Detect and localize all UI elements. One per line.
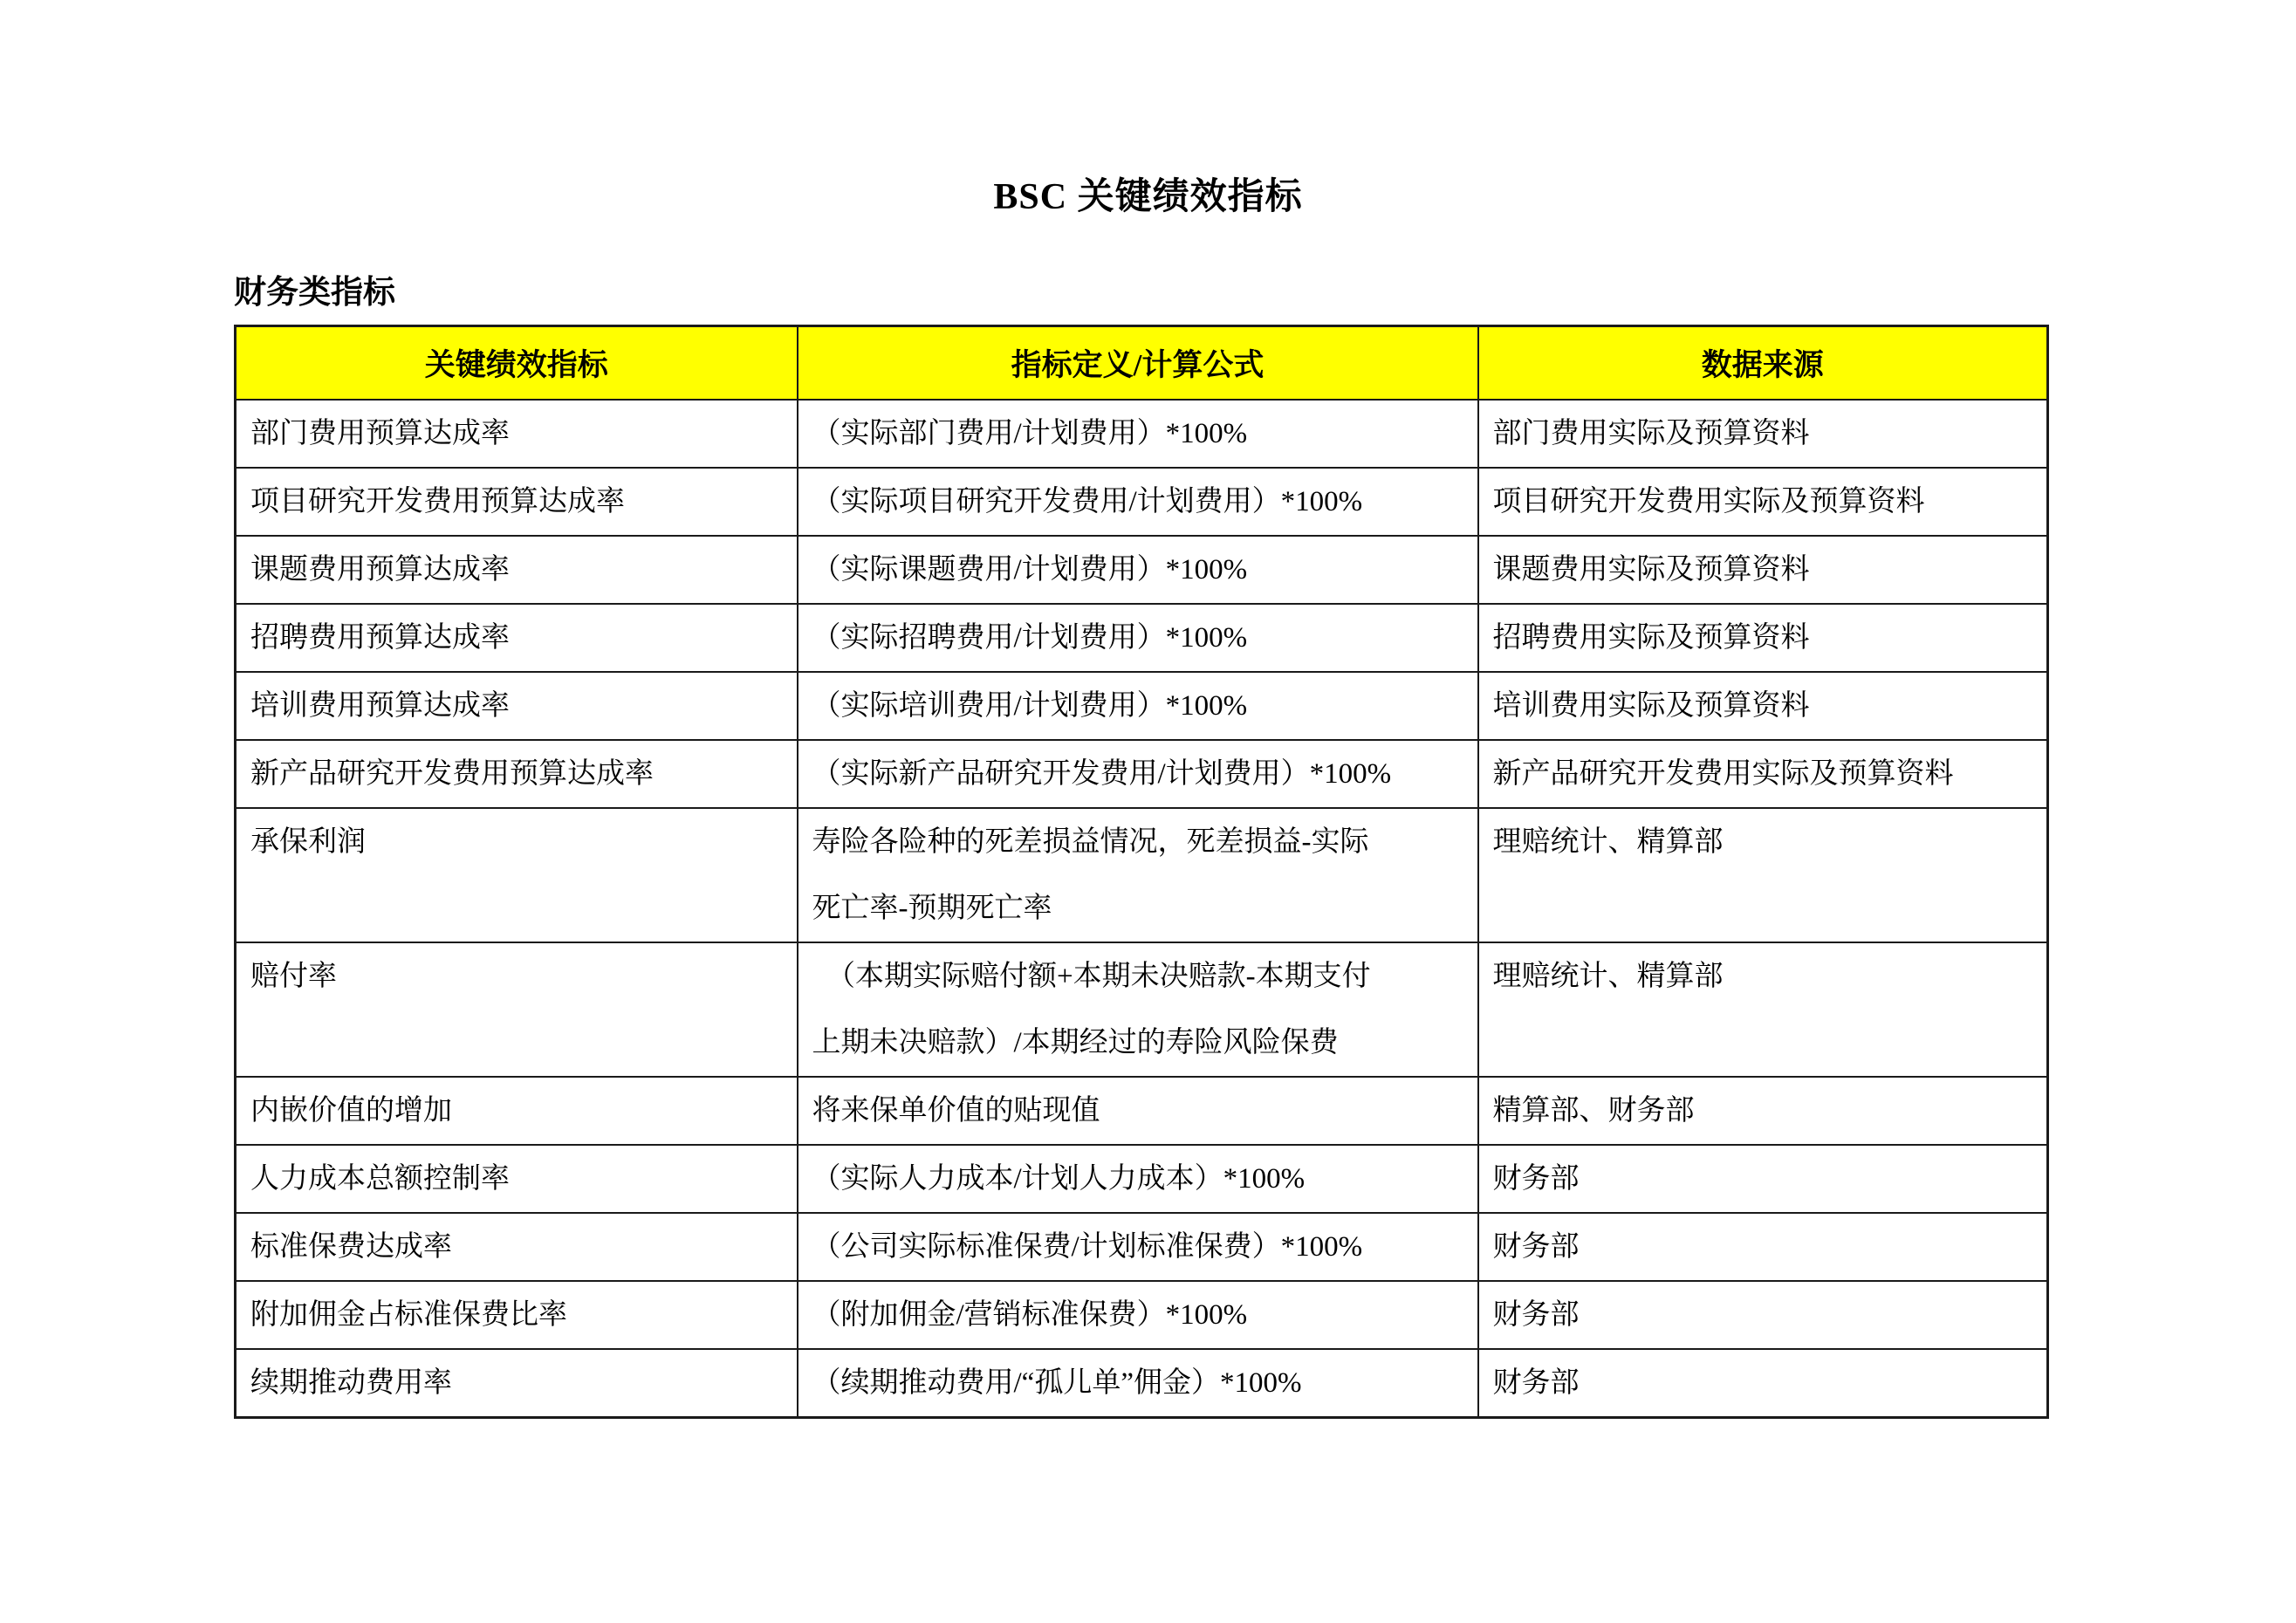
source-cell: 财务部 <box>1478 1145 2048 1213</box>
formula-cell: （公司实际标准保费/计划标准保费）*100% <box>798 1213 1478 1281</box>
header-kpi: 关键绩效指标 <box>236 326 798 401</box>
source-cell: 课题费用实际及预算资料 <box>1478 536 2048 604</box>
header-source: 数据来源 <box>1478 326 2048 401</box>
formula-cell: （实际新产品研究开发费用/计划费用）*100% <box>798 740 1478 808</box>
formula-cell: （实际项目研究开发费用/计划费用）*100% <box>798 468 1478 536</box>
kpi-cell: 培训费用预算达成率 <box>236 672 798 740</box>
kpi-cell: 人力成本总额控制率 <box>236 1145 798 1213</box>
table-row <box>236 536 2048 604</box>
table-row <box>236 740 2048 808</box>
table-row <box>236 1349 2048 1418</box>
table-row <box>236 808 2048 942</box>
formula-cell: （续期推动费用/“孤儿单”佣金）*100% <box>798 1349 1478 1418</box>
section-heading: 财务类指标 <box>234 275 395 311</box>
formula-cell: （实际课题费用/计划费用）*100% <box>798 536 1478 604</box>
source-cell: 培训费用实际及预算资料 <box>1478 672 2048 740</box>
table-row <box>236 604 2048 672</box>
table-header-row <box>236 326 2048 401</box>
kpi-cell: 项目研究开发费用预算达成率 <box>236 468 798 536</box>
source-cell: 理赔统计、精算部 <box>1478 808 2048 942</box>
formula-cell: （附加佣金/营销标准保费）*100% <box>798 1281 1478 1349</box>
source-cell: 财务部 <box>1478 1213 2048 1281</box>
formula-cell: （实际培训费用/计划费用）*100% <box>798 672 1478 740</box>
kpi-cell: 部门费用预算达成率 <box>236 400 798 468</box>
kpi-cell: 承保利润 <box>236 808 798 942</box>
kpi-cell: 内嵌价值的增加 <box>236 1077 798 1145</box>
source-cell: 新产品研究开发费用实际及预算资料 <box>1478 740 2048 808</box>
table-row <box>236 1281 2048 1349</box>
kpi-cell: 附加佣金占标准保费比率 <box>236 1281 798 1349</box>
source-cell: 精算部、财务部 <box>1478 1077 2048 1145</box>
kpi-table <box>234 325 2049 1419</box>
formula-cell: （实际部门费用/计划费用）*100% <box>798 400 1478 468</box>
kpi-cell: 招聘费用预算达成率 <box>236 604 798 672</box>
kpi-cell: 标准保费达成率 <box>236 1213 798 1281</box>
table-row <box>236 942 2048 1077</box>
source-cell: 项目研究开发费用实际及预算资料 <box>1478 468 2048 536</box>
source-cell: 理赔统计、精算部 <box>1478 942 2048 1077</box>
formula-cell: （实际招聘费用/计划费用）*100% <box>798 604 1478 672</box>
table-row <box>236 1077 2048 1145</box>
kpi-cell: 课题费用预算达成率 <box>236 536 798 604</box>
formula-cell: 将来保单价值的贴现值 <box>798 1077 1478 1145</box>
formula-cell: （实际人力成本/计划人力成本）*100% <box>798 1145 1478 1213</box>
source-cell: 财务部 <box>1478 1281 2048 1349</box>
kpi-cell: 续期推动费用率 <box>236 1349 798 1418</box>
formula-cell: （本期实际赔付额+本期未决赔款-本期支付 上期未决赔款）/本期经过的寿险风险保费 <box>798 942 1478 1077</box>
formula-cell: 寿险各险种的死差损益情况，死差损益-实际 死亡率-预期死亡率 <box>798 808 1478 942</box>
source-cell: 财务部 <box>1478 1349 2048 1418</box>
kpi-cell: 赔付率 <box>236 942 798 1077</box>
table-body <box>236 400 2048 1418</box>
table-row <box>236 672 2048 740</box>
table-row <box>236 468 2048 536</box>
kpi-cell: 新产品研究开发费用预算达成率 <box>236 740 798 808</box>
source-cell: 招聘费用实际及预算资料 <box>1478 604 2048 672</box>
page-title: BSC 关键绩效指标 <box>993 177 1303 217</box>
table-row <box>236 400 2048 468</box>
source-cell: 部门费用实际及预算资料 <box>1478 400 2048 468</box>
table-row <box>236 1213 2048 1281</box>
header-formula: 指标定义/计算公式 <box>798 326 1478 401</box>
table-row <box>236 1145 2048 1213</box>
